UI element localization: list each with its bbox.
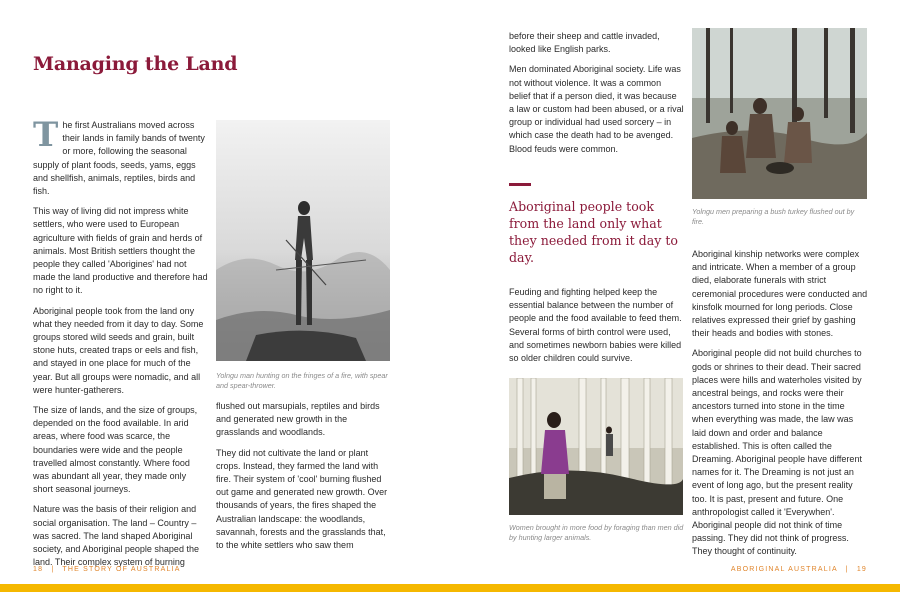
paragraph: Aboriginal kinship networks were complex and intricate. When a member of a group died, elaborate funerals with strict ceremonial procedures were conducted and kinsfolk mourned for long periods. Close relatives expressed their grief by gashing their heads and bodies with stones.	[692, 249, 868, 339]
paragraph: The size of lands, and the size of groups, depended on the food available. In arid areas, where food was scarce, the boundaries were wide and the people travelled almost constantly. Where food was abundant all year, they made only short seasonal journeys.	[33, 405, 198, 495]
drop-cap: T	[33, 115, 59, 155]
caption-text: Women brought in more food by foraging than men did by hunting larger animals.	[509, 523, 684, 542]
paragraph: This way of living did not impress white settlers, who were used to European agriculture with fields of grain and herds of animals. Most British settlers thought the people they called 'Aborigines' had not made the land productive and therefore had no right to it.	[33, 206, 208, 296]
paragraph: flushed out marsupials, reptiles and birds and generated new growth in the grasslands and woodlands.	[216, 401, 380, 438]
page-number-right: 19	[856, 566, 867, 573]
footer-right	[731, 566, 867, 573]
column-3-top	[509, 30, 684, 163]
caption-text: Yolngu men preparing a bush turkey flushed out by fire.	[692, 207, 855, 226]
paragraph: They did not cultivate the land or plant crops. Instead, they farmed the land with fire. Their system of 'cool' burning flushed out game and generated new growth. Over thousands of years, the fires shaped the Australian landscape: the woodlands, savannah, forests and the grasslands that, to the white settlers who saw them	[216, 447, 388, 551]
column-1	[33, 115, 208, 577]
paragraph: Aboriginal people did not build churches to gods or shrines to their dead. Their sacred places were hills and waterholes visited by ancestral beings, and rocks were their ancestors turned into stone in the time when everything was made, the law was laid down and order and balance established. This is often called the Dreaming. Aboriginal people have different names for it. The Dreaming is not just an event of long ago, but the present reality too. It is past, present and future. One anthropologist called it 'Everywhen'. Aboriginal people did not think of time passing. They did not think of progress. They thought of continuity.	[692, 348, 862, 557]
footer-color-bar	[0, 584, 900, 592]
men-photo-image	[692, 28, 867, 199]
page-number-left: 18	[33, 566, 44, 573]
paragraph: before their sheep and cattle invaded, looked like English parks.	[509, 31, 660, 55]
footer-separator: |	[845, 566, 849, 573]
hunter-photo-image	[216, 120, 390, 361]
column-4	[692, 248, 868, 566]
paragraph: Men dominated Aboriginal society. Life was not without violence. It was a common belief that if a person died, it was because a law or custom had been abused, or a rival group or individual had used sorcery – in which case the death had to be avenged. Blood feuds were common.	[509, 64, 684, 154]
pullquote	[509, 198, 684, 266]
caption-men	[692, 207, 867, 227]
footer-left	[33, 566, 181, 573]
caption-women	[509, 523, 684, 543]
women-photo-image	[509, 378, 683, 515]
footer-separator: |	[51, 566, 55, 573]
pullquote-rule	[509, 183, 531, 186]
pullquote-text: Aboriginal people took from the land only what they needed from it day to day.	[509, 199, 678, 265]
column-2	[216, 400, 391, 559]
paragraph: Aboriginal people took from the land ony what they needed from it day to day. Some groups stored wild seeds and grain, built stone huts, created traps or eels and fish, and stayed in one place for much of the year. But all groups were nomadic, and all were hunter-gatherers.	[33, 305, 204, 395]
page-title: Managing the Land	[33, 53, 238, 75]
caption-hunter	[216, 371, 391, 391]
paragraph: Nature was the basis of their religion and social organisation. The land – Country – was sacred. The land shaped Aboriginal society, and Aboriginal people shaped the land. Their complex system of burning	[33, 504, 199, 568]
caption-text: Yolngu man hunting on the fringes of a fire, with spear and spear-thrower.	[216, 371, 388, 390]
photo-men-turkey	[692, 28, 867, 199]
section-title: ABORIGINAL AUSTRALIA	[730, 566, 838, 573]
book-title: THE STORY OF AUSTRALIA	[62, 566, 181, 573]
column-3-middle	[509, 286, 684, 372]
intro-text: he first Australians moved across their lands in family bands of twenty or more, following the seasonal supply of plant foods, seeds, yams, eggs and shellfish, animals, reptiles, birds and fish.	[33, 120, 205, 197]
photo-hunter	[216, 120, 390, 361]
photo-women-foraging	[509, 378, 683, 515]
intro-paragraph	[33, 115, 208, 198]
paragraph: Feuding and fighting helped keep the essential balance between the number of people and the food available to feed them. Several forms of birth control were used, and sometimes newborn babies were killed so older children could survive.	[509, 287, 682, 364]
